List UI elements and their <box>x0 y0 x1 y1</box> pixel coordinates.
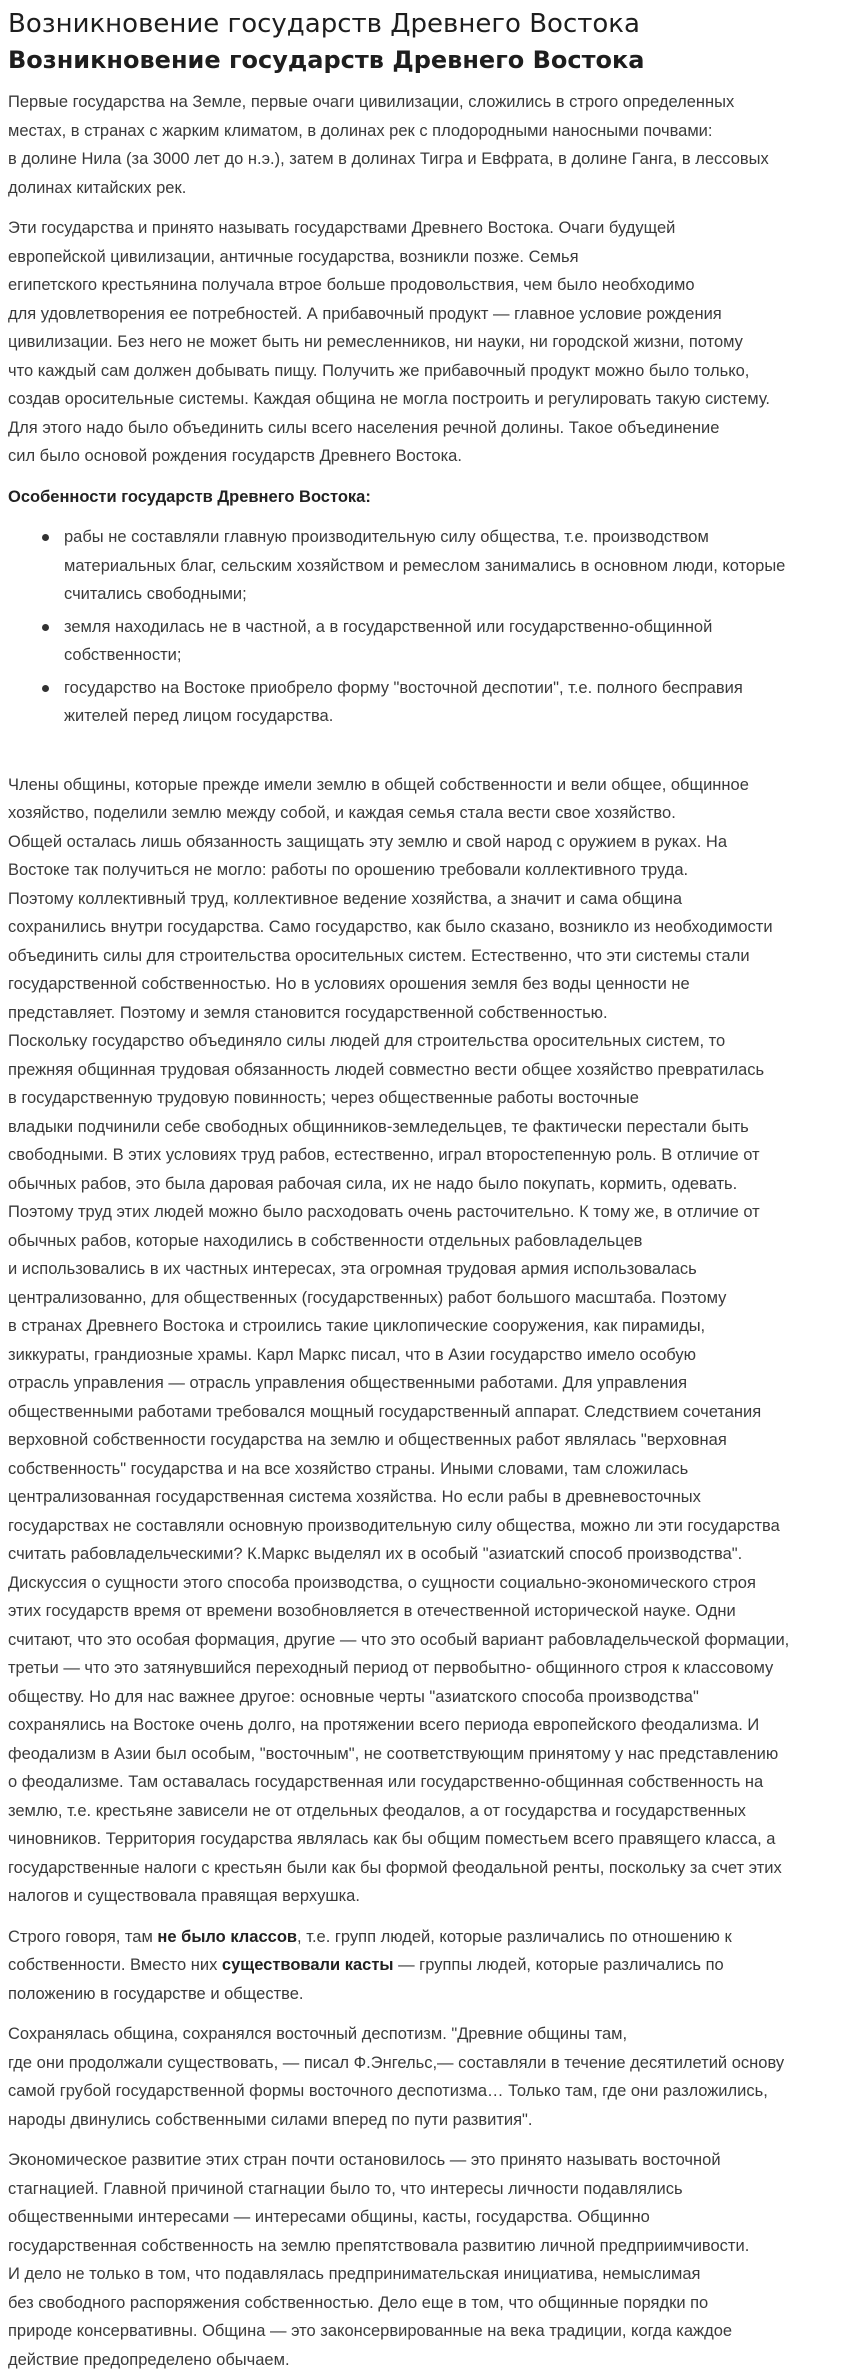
text-line: зиккураты, грандиозные храмы. Карл Маркс писал, что в Азии государство имело особую <box>8 1341 840 1370</box>
page-title: Возникновение государств Древнего Востока <box>8 6 840 42</box>
classes-paragraph <box>8 1923 840 2009</box>
text-line: местах, в странах с жарким климатом, в долинах рек с плодородными наносными почвами: <box>8 117 840 146</box>
emphasis-text: не было классов <box>157 1928 297 1946</box>
text-line: собственности; <box>64 641 840 670</box>
text-line: общественными интересами — интересами общины, касты, государства. Общинно <box>8 2203 840 2232</box>
text-line: государственной собственностью. Но в условиях орошения земля без воды ценности не <box>8 970 840 999</box>
text-line: цивилизации. Без него не может быть ни ремесленников, ни науки, ни городской жизни, потому <box>8 328 840 357</box>
text-line: государственные налоги с крестьян были как бы формой феодальной ренты, поскольку за счет этих <box>8 1854 840 1883</box>
text-line: считались свободными; <box>64 580 840 609</box>
text-line: Поэтому труд этих людей можно было расходовать очень расточительно. К тому же, в отличие от <box>8 1198 840 1227</box>
text-line: земля находилась не в частной, а в государственной или государственно-общинной <box>64 613 840 642</box>
text-line: обычных рабов, которые находились в собственности отдельных рабовладельцев <box>8 1227 840 1256</box>
text-line: сохранялись на Востоке очень долго, на протяжении всего периода европейского феодализма. И <box>8 1711 840 1740</box>
text-line: свободными. В этих условиях труд рабов, естественно, играл второстепенную роль. В отличие от <box>8 1141 840 1170</box>
text-line: действие предопределено обычаем. <box>8 2346 840 2374</box>
text-line: Первые государства на Земле, первые очаги цивилизации, сложились в строго определенных <box>8 88 840 117</box>
text-line: где они продолжали существовать, — писал Ф.Энгельс,— составляли в течение десятилетий основу <box>8 2049 840 2078</box>
body-paragraph <box>8 771 840 1911</box>
text-line: считают, что это особая формация, другие — что это особый вариант рабовладельческой формации, <box>8 1626 840 1655</box>
emphasis-text: существовали касты <box>222 1956 394 1974</box>
text-line: сохранились внутри государства. Само государство, как было сказано, возникло из необходимости <box>8 913 840 942</box>
text-line: Общей осталась лишь обязанность защищать эту землю и свой народ с оружием в руках. На <box>8 828 840 857</box>
text-line: народы двинулись собственными силами вперед по пути развития". <box>8 2106 840 2135</box>
text-fragment: — группы людей, которые различались по <box>394 1956 724 1974</box>
text-line: налогов и существовала правящая верхушка. <box>8 1882 840 1911</box>
text-line: государственная собственность на землю препятствовала развитию личной предприимчивости. <box>8 2232 840 2261</box>
bullet-icon <box>42 685 49 692</box>
engels-paragraph <box>8 2020 840 2134</box>
features-heading <box>8 483 840 512</box>
text-line: централизованно, для общественных (государственных) работ большого масштаба. Поэтому <box>8 1284 840 1313</box>
text-line: Востоке так получиться не могло: работы по орошению требовали коллективного труда. <box>8 856 840 885</box>
list-item <box>38 674 840 731</box>
text-line: обычных рабов, это была даровая рабочая сила, их не надо было покупать, кормить, одевать. <box>8 1170 840 1199</box>
text-fragment: собственности. Вместо них <box>8 1956 222 1974</box>
text-line: что каждый сам должен добывать пищу. Получить же прибавочный продукт можно было только, <box>8 357 840 386</box>
text-line: жителей перед лицом государства. <box>64 702 840 731</box>
text-line: материальных благ, сельским хозяйством и ремеслом занимались в основном люди, которые <box>64 552 840 581</box>
text-line: положению в государстве и обществе. <box>8 1980 840 2009</box>
bullet-icon <box>42 624 49 631</box>
text-line: стагнацией. Главной причиной стагнации было то, что интересы личности подавлялись <box>8 2175 840 2204</box>
text-line: рабы не составляли главную производительную силу общества, т.е. производством <box>64 523 840 552</box>
text-line: прежняя общинная трудовая обязанность людей совместно вести общее хозяйство превратилась <box>8 1056 840 1085</box>
intro-paragraph <box>8 88 840 202</box>
text-line: И дело не только в том, что подавлялась предпринимательская инициатива, немыслимая <box>8 2260 840 2289</box>
article-heading: Возникновение государств Древнего Востока <box>8 42 840 78</box>
text-line: этих государств время от времени возобновляется в отечественной исторической науке. Одни <box>8 1597 840 1626</box>
text-line: в долине Нила (за 3000 лет до н.э.), затем в долинах Тигра и Евфрата, в долине Ганга, в лессовых <box>8 145 840 174</box>
text-line: без свободного распоряжения собственностью. Дело еще в том, что общинные порядки по <box>8 2289 840 2318</box>
text-line <box>8 1951 840 1980</box>
list-item <box>38 613 840 670</box>
text-line: создав оросительные системы. Каждая община не могла построить и регулировать такую систему. <box>8 385 840 414</box>
text-line: владыки подчинили себе свободных общинников-земледельцев, те фактически перестали быть <box>8 1113 840 1142</box>
text-line: о феодализме. Там оставалась государственная или государственно-общинная собственность на <box>8 1768 840 1797</box>
text-line: обществу. Но для нас важнее другое: основные черты "азиатского способа производства" <box>8 1683 840 1712</box>
text-line: египетского крестьянина получала втрое больше продовольствия, чем было необходимо <box>8 271 840 300</box>
text-line: считать рабовладельческими? К.Маркс выделял их в особый "азиатский способ производства". <box>8 1540 840 1569</box>
text-line: землю, т.е. крестьяне зависели не от отдельных феодалов, а от государства и государственных <box>8 1797 840 1826</box>
text-line: централизованная государственная система хозяйства. Но если рабы в древневосточных <box>8 1483 840 1512</box>
text-fragment: , т.е. групп людей, которые различались по отношению к <box>297 1928 732 1946</box>
text-line: долинах китайских рек. <box>8 174 840 203</box>
text-line: чиновников. Территория государства являлась как бы общим поместьем всего правящего класса, а <box>8 1825 840 1854</box>
text-line: третьи — что это затянувшийся переходный период от первобытно- общинного строя к классовому <box>8 1654 840 1683</box>
text-line: государство на Востоке приобрело форму "восточной деспотии", т.е. полного бесправия <box>64 674 840 703</box>
text-line: Эти государства и принято называть государствами Древнего Востока. Очаги будущей <box>8 214 840 243</box>
text-line: общественными работами требовался мощный государственный аппарат. Следствием сочетания <box>8 1398 840 1427</box>
text-line: Поскольку государство объединяло силы людей для строительства оросительных систем, то <box>8 1027 840 1056</box>
text-line: государствах не составляли основную производительную силу общества, можно ли эти государства <box>8 1512 840 1541</box>
text-line: Дискуссия о сущности этого способа производства, о сущности социально-экономического строя <box>8 1569 840 1598</box>
text-line: европейской цивилизации, античные государства, возникли позже. Семья <box>8 243 840 272</box>
text-line: феодализм в Азии был особым, "восточным", не соответствующим принятому у нас представлению <box>8 1740 840 1769</box>
text-line: в государственную трудовую повинность; через общественные работы восточные <box>8 1084 840 1113</box>
list-item <box>38 523 840 609</box>
text-line <box>8 1923 840 1952</box>
text-line: представляет. Поэтому и земля становится государственной собственностью. <box>8 999 840 1028</box>
text-line: верховной собственности государства на землю и общественных работ являлась "верховная <box>8 1426 840 1455</box>
text-line: Экономическое развитие этих стран почти остановилось — это принято называть восточной <box>8 2146 840 2175</box>
text-line: собственность" государства и на все хозяйство страны. Иными словами, там сложилась <box>8 1455 840 1484</box>
origin-paragraph <box>8 214 840 471</box>
text-line: природе консервативны. Община — это законсервированные на века традиции, когда каждое <box>8 2317 840 2346</box>
section-heading: Особенности государств Древнего Востока: <box>8 488 371 506</box>
text-line: отрасль управления — отрасль управления общественными работами. Для управления <box>8 1369 840 1398</box>
text-line: в странах Древнего Востока и строились такие циклопические сооружения, как пирамиды, <box>8 1312 840 1341</box>
text-line: сил было основой рождения государств Древнего Востока. <box>8 442 840 471</box>
text-line: объединить силы для строительства оросительных систем. Естественно, что эти системы стали <box>8 942 840 971</box>
stagnation-paragraph <box>8 2146 840 2374</box>
bullet-icon <box>42 534 49 541</box>
text-line: Поэтому коллективный труд, коллективное ведение хозяйства, а значит и сама община <box>8 885 840 914</box>
text-line: и использовались в их частных интересах, эта огромная трудовая армия использовалась <box>8 1255 840 1284</box>
text-fragment: Строго говоря, там <box>8 1928 157 1946</box>
text-line: самой грубой государственной формы восточного деспотизма… Только там, где они разложились, <box>8 2077 840 2106</box>
text-line: для удовлетворения ее потребностей. А прибавочный продукт — главное условие рождения <box>8 300 840 329</box>
text-line: Для этого надо было объединить силы всего населения речной долины. Такое объединение <box>8 414 840 443</box>
text-line: Сохранялась община, сохранялся восточный деспотизм. "Древние общины там, <box>8 2020 840 2049</box>
features-list <box>8 523 840 731</box>
text-line: хозяйство, поделили землю между собой, и каждая семья стала вести свое хозяйство. <box>8 799 840 828</box>
text-line: Члены общины, которые прежде имели землю в общей собственности и вели общее, общинное <box>8 771 840 800</box>
